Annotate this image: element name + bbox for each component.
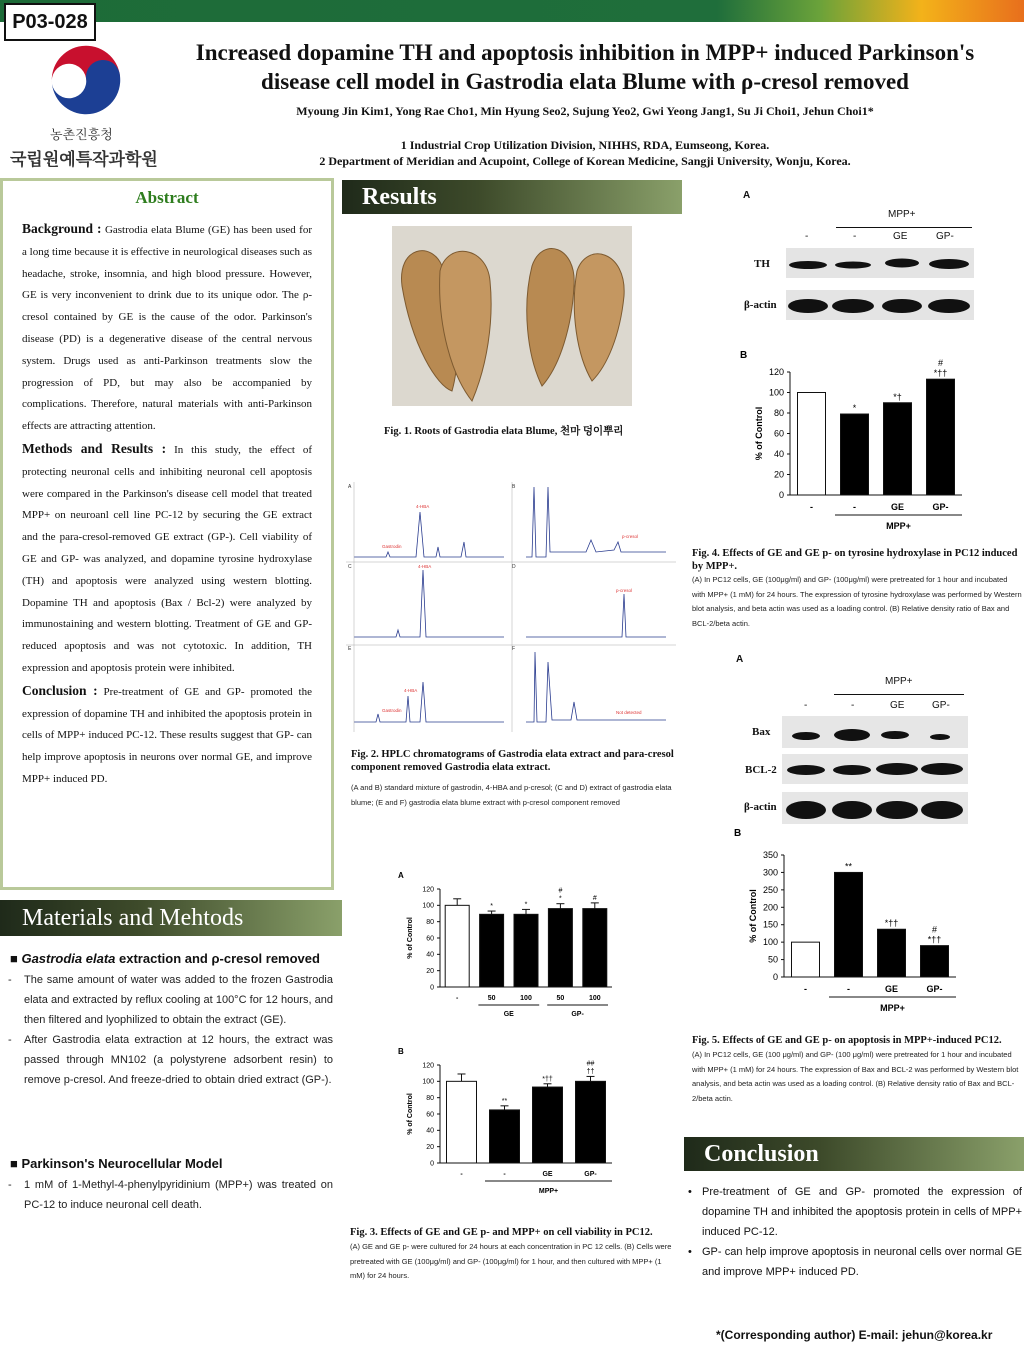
group-bracket: [836, 227, 972, 228]
institution-logo: [44, 42, 128, 118]
y-tick-label: 20: [426, 1144, 434, 1151]
x-tick-label: 50: [556, 995, 565, 1002]
bar: [576, 1081, 606, 1163]
x-tick-label: -: [503, 1171, 506, 1178]
list-item: - 1 mM of 1-Methyl-4-phenylpyridinium (MPP+) was treated on PC-12 to induce neuronal cell death.: [8, 1175, 333, 1215]
y-tick-label: 200: [762, 902, 778, 913]
group-label: MPP+: [880, 1003, 905, 1013]
blot-row-label: β-actin: [744, 801, 777, 813]
methods-sub2: ■ Parkinson's Neurocellular Model: [10, 1156, 223, 1171]
bar: [921, 946, 949, 977]
bar: [447, 1081, 477, 1163]
y-tick-label: 80: [773, 408, 784, 418]
significance-label: *†: [893, 391, 902, 402]
group-label: MPP+: [538, 1188, 559, 1195]
y-tick-label: 350: [762, 850, 778, 860]
significance-label: **: [844, 861, 853, 872]
svg-text:p-cresol: p-cresol: [622, 534, 639, 539]
x-tick-label: 100: [588, 995, 601, 1002]
y-tick-label: 250: [762, 884, 778, 895]
hplc-panel-label: F: [512, 646, 516, 652]
abstract-heading: Abstract: [135, 188, 199, 207]
fig2-subcaption: (A and B) standard mixture of gastrodin, 4-HBA and p-cresol; (C and D) extract of gastrodia elata blume; (E and F) gastrodia elata blume extract with p-cresol component removed: [351, 783, 672, 807]
abstract-body: Background : Gastrodia elata Blume (GE) has been used for a long time because it is effective in neurological diseases such as headache, stroke, insomnia, and high blood pressure. However, GE is very inconvenient to drink due to its unique odor. The ρ-cresol contained by GE is the cause of the odor. Parkinson's disease (PD) is a degenerative disease of the central nervous system. Drugs used as anti-Parkinson treatments slow the progression of PD, but may also be accompanied by complications. Therefore, natural materials with anti-Parkinson effects are attracting attention. Methods and Results : In this study, the effect of protecting neuronal cells and inhibiting neuronal cell apoptosis were compared in the Parkinson's disease cell model that treated MPP+ on neuroanl cell line PC-12 by securing the GE extract and the para-cresol-removed GE extract (GP-). Cell viability of GE and GP- was analyzed, and dopamine tyrosine hydroxylase (TH) and apoptosis were analyzed using western blotting. Dopamine TH and apoptosis (Bax / Bcl-2) were analyzed by immunostaining and western blotting. Treatment of GE and GP- reduced apoptosis and was not cytotoxic. In addition, TH expression and apoptosis protein were inhibited. Conclusion : Pre-treatment of GE and GP- promoted the expression of dopamine TH and inhibited the apoptosis protein in cells of MPP+ induced PC-12. These results suggest that GP- can help improve apoptosis in neurons over normal GE, and improve MPP+ induced PD.: [22, 221, 312, 785]
x-tick-label: 50: [487, 995, 496, 1002]
y-tick-label: 50: [767, 954, 778, 965]
fig1-caption: Fig. 1. Roots of Gastrodia elata Blume, 천마 덩이뿌리: [384, 426, 624, 437]
svg-text:4-HBA: 4-HBA: [416, 504, 430, 509]
y-axis-label: % of Control: [748, 889, 758, 943]
group-label: GP-: [571, 1011, 584, 1018]
y-axis-label: % of Control: [754, 406, 764, 461]
significance-label: *: [524, 901, 528, 909]
panel-label: A: [398, 871, 404, 880]
bar: [798, 393, 826, 496]
x-tick-label: -: [853, 502, 856, 512]
y-tick-label: 20: [773, 469, 784, 480]
bar: [533, 1087, 563, 1163]
bar: [490, 1110, 520, 1163]
y-tick-label: 20: [426, 968, 434, 975]
significance-label: ††: [586, 1068, 595, 1076]
y-tick-label: 0: [772, 972, 778, 982]
fig2-caption: Fig. 2. HPLC chromatograms of Gastrodia elata extract and para-cresol component removed Gastrodia elata extract.: [351, 749, 674, 773]
fig5-western-blot: [782, 716, 968, 824]
x-tick-label: GP-: [932, 502, 949, 512]
fig4-subcaption: (A) In PC12 cells, GE (100μg/ml) and GP- (100μg/ml) were pretreated for 1 hour and incubated with MPP+ (1 mM) for 24 hours. The expression of tyrosine hydroxylase was performed by Western blot analysis, and beta actin was used as a loading control. (B) Relative density ratio of Bax and BCL-2/beta actin.: [692, 575, 1022, 628]
fig5-group-label: MPP+: [885, 676, 913, 687]
blot-row-label: BCL-2: [745, 764, 777, 776]
bar: [884, 403, 912, 495]
group-label: GE: [503, 1011, 514, 1018]
y-tick-label: 0: [430, 984, 434, 992]
bar: [927, 379, 955, 495]
fig5-subcaption: (A) In PC12 cells, GE (100 μg/ml) and GP- (100 μg/ml) were pretreated for 1 hour and incubated with MPP+ (1 mM) for 24 hours. The expression of Bax and BCL-2 was performed by Western blot analysis, and beta actin was used as a loading control. (B) Relative density ratio of Bax and BCL-2/beta actin.: [692, 1050, 1019, 1103]
fig4b-chart: [738, 348, 988, 538]
conclusion-list: [688, 1182, 1022, 1282]
lane-label: GE: [893, 231, 908, 242]
group-label: MPP+: [886, 521, 911, 531]
bar: [841, 414, 869, 495]
significance-label: *††: [927, 934, 942, 945]
affiliations: 1 Industrial Crop Utilization Division, NIHHS, RDA, Eumseong, Korea. 2 Department of Meridian and Acupoint, College of Korean Medicine, Sangji University, Wonju, Korea.: [319, 138, 851, 168]
significance-label: #: [592, 894, 597, 902]
x-tick-label: -: [456, 995, 459, 1002]
y-tick-label: 40: [426, 951, 434, 959]
blot-row-label: TH: [754, 258, 770, 270]
group-bracket: [834, 694, 964, 695]
x-tick-label: -: [847, 984, 850, 994]
hplc-panel-label: E: [348, 646, 352, 652]
x-tick-label: GP-: [926, 984, 943, 994]
lane-label: GE: [890, 700, 905, 711]
y-axis-label: % of Control: [407, 917, 414, 959]
author-list: Myoung Jin Kim1, Yong Rae Cho1, Min Hyung Seo2, Sujung Yeo2, Gwi Yeong Jang1, Su Ji Choi1, Jehun Choi1*: [296, 104, 874, 118]
significance-label: *††: [542, 1075, 553, 1083]
fig5-caption: Fig. 5. Effects of GE and GE p- on apoptosis in MPP+-induced PC12.: [692, 1035, 1002, 1046]
significance-label: *: [490, 903, 493, 911]
lane-label: -: [853, 231, 857, 242]
y-tick-label: 120: [768, 367, 784, 377]
x-tick-label: GP-: [584, 1171, 597, 1178]
results-heading: Results: [342, 180, 682, 214]
significance-label: *††: [884, 918, 899, 929]
significance-label: *††: [933, 368, 948, 379]
fig3-caption: Fig. 3. Effects of GE and GE p- and MPP+ on cell viability in PC12.: [350, 1227, 653, 1238]
logo-org-line1: 농촌진흥청: [50, 128, 113, 143]
fig5b-chart: [734, 828, 984, 1024]
hplc-chromatograms: [346, 482, 678, 732]
y-tick-label: 60: [773, 428, 784, 439]
methods-sub1: ■ Gastrodia elata extraction and ρ-cresol removed: [10, 951, 320, 966]
bar: [583, 909, 607, 987]
y-tick-label: 120: [422, 886, 434, 894]
panel-label: B: [734, 828, 742, 839]
y-tick-label: 60: [426, 1111, 434, 1119]
x-tick-label: -: [460, 1171, 463, 1178]
bar: [480, 914, 504, 987]
lane-label: -: [805, 231, 809, 242]
bar: [514, 914, 538, 987]
y-tick-label: 150: [762, 919, 778, 930]
fig3b-chart: [396, 1046, 636, 1198]
significance-label: ##: [586, 1060, 595, 1068]
significance-label: #: [937, 358, 944, 369]
logo-org-line2: 국립원예특작과학원: [10, 150, 158, 170]
blot-row-label: Bax: [752, 726, 771, 738]
top-color-band: [0, 0, 1024, 22]
svg-text:4-HBA: 4-HBA: [418, 564, 432, 569]
svg-text:Not detected: Not detected: [616, 710, 642, 715]
fig3a-chart: [396, 870, 636, 1022]
list-item: • GP- can help improve apoptosis in neuronal cells over normal GE and improve MPP+ induced PD.: [688, 1242, 1022, 1282]
svg-text:Gastrodin: Gastrodin: [382, 544, 402, 549]
list-item: - After Gastrodia elata extraction at 12 hours, the extract was passed through MN102 (a polystyrene adsorbent resin) to remove p-cresol. And freeze-dried to obtain dried extract (GP-).: [8, 1030, 333, 1090]
bar: [792, 942, 820, 977]
fig3-subcaption: (A) GE and GE p- were cultured for 24 hours at each concentration in PC 12 cells. (B) Cells were pretreated with GE (100μg/ml) and GP- (100μg/ml) for 1 hour, and then cultured with MPP+ (1 mM) for 24 hours.: [350, 1242, 672, 1280]
list-item: • Pre-treatment of GE and GP- promoted the expression of dopamine TH and inhibited the apoptosis protein in cells of MPP+ induced PC-12.: [688, 1182, 1022, 1242]
y-tick-label: 40: [426, 1127, 434, 1135]
bar: [835, 872, 863, 977]
fig5-panel-a: A: [736, 654, 744, 665]
conclusion-heading: Conclusion: [684, 1137, 1024, 1171]
bar: [548, 909, 572, 987]
poster-title: Increased dopamine TH and apoptosis inhibition in MPP+ induced Parkinson's disease cell model in Gastrodia elata Blume with ρ-cresol removed: [195, 40, 975, 94]
hplc-panel-label: A: [348, 484, 352, 490]
x-tick-label: -: [804, 984, 807, 994]
significance-label: *: [852, 403, 857, 414]
y-axis-label: % of Control: [407, 1093, 414, 1135]
significance-label: *: [559, 895, 562, 903]
x-tick-label: GE: [542, 1171, 553, 1178]
y-tick-label: 40: [773, 449, 784, 459]
fig4-panel-a: A: [743, 190, 751, 201]
y-tick-label: 120: [422, 1062, 434, 1070]
y-tick-label: 60: [426, 935, 434, 943]
corresponding-author: *(Corresponding author) E-mail: jehun@korea.kr: [716, 1328, 993, 1342]
x-tick-label: -: [810, 502, 813, 512]
panel-label: B: [740, 350, 748, 361]
y-tick-label: 0: [430, 1160, 434, 1168]
hplc-panel-label: B: [512, 484, 516, 490]
y-tick-label: 80: [426, 1095, 434, 1102]
blot-row-label: β-actin: [744, 299, 777, 311]
bar: [445, 905, 469, 987]
x-tick-label: GE: [884, 984, 899, 994]
y-tick-label: 300: [762, 867, 778, 878]
lane-label: -: [851, 700, 855, 711]
significance-label: **: [501, 1097, 508, 1105]
y-tick-label: 100: [422, 902, 434, 910]
methods-list1: [8, 970, 333, 1090]
methods-heading: Materials and Mehtods: [0, 900, 342, 936]
svg-text:p-cresol: p-cresol: [616, 588, 633, 593]
hplc-panel-label: C: [348, 564, 352, 570]
y-tick-label: 100: [768, 387, 784, 398]
y-tick-label: 0: [778, 490, 784, 500]
root-photo: [392, 226, 632, 406]
lane-label: GP-: [936, 231, 954, 242]
poster-code: P03-028: [4, 3, 96, 41]
y-tick-label: 100: [422, 1078, 434, 1086]
hplc-panel-label: D: [512, 564, 516, 570]
bar: [878, 929, 906, 977]
x-tick-label: 100: [520, 995, 532, 1002]
lane-label: -: [804, 700, 808, 711]
svg-text:Gastrodin: Gastrodin: [382, 708, 402, 713]
significance-label: #: [558, 887, 563, 895]
significance-label: #: [931, 924, 938, 935]
fig4-western-blot: [786, 248, 974, 320]
methods-list2: [8, 1175, 333, 1215]
y-tick-label: 80: [426, 919, 434, 926]
y-tick-label: 100: [762, 937, 778, 948]
fig4-caption: Fig. 4. Effects of GE and GE p- on tyrosine hydroxylase in PC12 induced by MPP+.: [692, 548, 1018, 572]
svg-text:4-HBA: 4-HBA: [404, 688, 418, 693]
panel-label: B: [398, 1047, 404, 1056]
fig4-group-label: MPP+: [888, 209, 916, 220]
lane-label: GP-: [932, 700, 950, 711]
x-tick-label: GE: [890, 502, 905, 512]
list-item: - The same amount of water was added to the frozen Gastrodia elata and extracted by reflux cooling at 100°C for 12 hours, and then filtered and lyophilized to obtain the extract (GE).: [8, 970, 333, 1030]
